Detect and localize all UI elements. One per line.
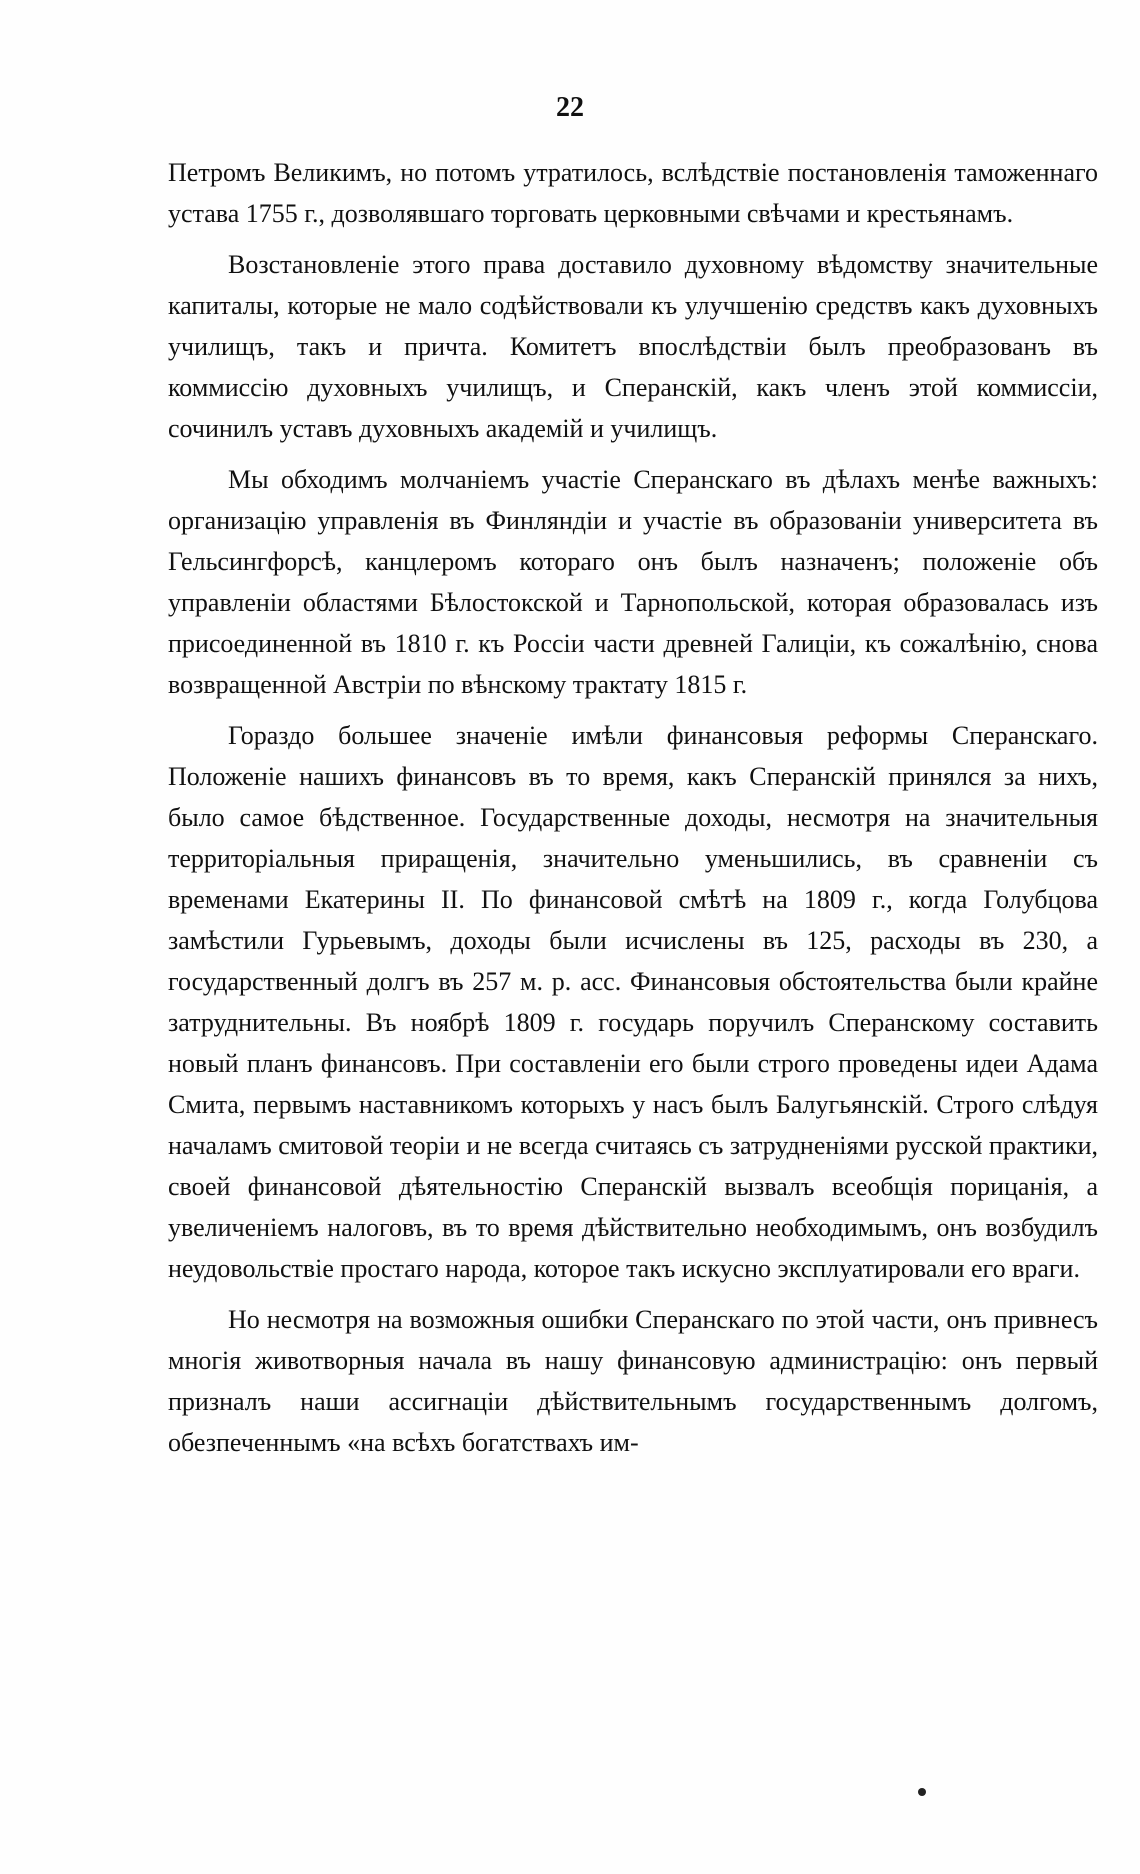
page-number: 22 [556,92,584,123]
paragraph-3: Мы обходимъ молчаніемъ участіе Сперанскаго въ дѣлахъ менѣе важныхъ: организацію управленія въ Финляндіи и участіе въ образованіи университета въ Гельсингфорсѣ, канцлеромъ котораго онъ былъ назначенъ; положеніе объ управленіи областями Бѣлостокской и Тарнопольской, которая образовалась изъ присоединенной въ 1810 г. къ Россіи части древней Галиціи, къ сожалѣнію, снова возвращенной Австріи по вѣнскому трактату 1815 г. [168,465,1098,699]
paragraph-5: Но несмотря на возможныя ошибки Сперанскаго по этой части, онъ привнесъ многія животворныя начала въ нашу финансовую администрацію: онъ первый призналъ наши ассигнаціи дѣйствительнымъ государственнымъ долгомъ, обезпеченнымъ «на всѣхъ богатствахъ им- [168,1305,1098,1457]
paragraph-1: Петромъ Великимъ, но потомъ утратилось, вслѣдствіе постановленія таможеннаго устава 1755 г., дозволявшаго торговать церковными свѣчами и крестьянамъ. [168,158,1098,228]
ink-spot [918,1788,926,1796]
page-text-body [168,152,1098,1473]
paragraph-2: Возстановленіе этого права доставило духовному вѣдомству значительные капиталы, которые не мало содѣйствовали къ улучшенію средствъ какъ духовныхъ училищъ, такъ и причта. Комитетъ впослѣдствіи былъ преобразованъ въ коммиссію духовныхъ училищъ, и Сперанскій, какъ членъ этой коммиссіи, сочинилъ уставъ духовныхъ академій и училищъ. [168,250,1098,443]
paragraph-4: Гораздо большее значеніе имѣли финансовыя реформы Сперанскаго. Положеніе нашихъ финансовъ въ то время, какъ Сперанскій принялся за нихъ, было самое бѣдственное. Государственные доходы, несмотря на значительныя территоріальныя приращенія, значительно уменьшились, въ сравненіи съ временами Екатерины II. По финансовой смѣтѣ на 1809 г., когда Голубцова замѣстили Гурьевымъ, доходы были исчислены въ 125, расходы въ 230, а государственный долгъ въ 257 м. р. асс. Финансовыя обстоятельства были крайне затруднительны. Въ ноябрѣ 1809 г. государь поручилъ Сперанскому составить новый планъ финансовъ. При составленіи его были строго проведены идеи Адама Смита, первымъ наставникомъ которыхъ у насъ былъ Балугьянскій. Строго слѣдуя началамъ смитовой теоріи и не всегда считаясь съ затрудненіями русской практики, своей финансовой дѣятельностію Сперанскій вызвалъ всеобщія порицанія, а увеличеніемъ налоговъ, въ то время дѣйствительно необходимымъ, онъ возбудилъ неудовольствіе простаго народа, которое такъ искусно эксплуатировали его враги. [168,721,1098,1283]
